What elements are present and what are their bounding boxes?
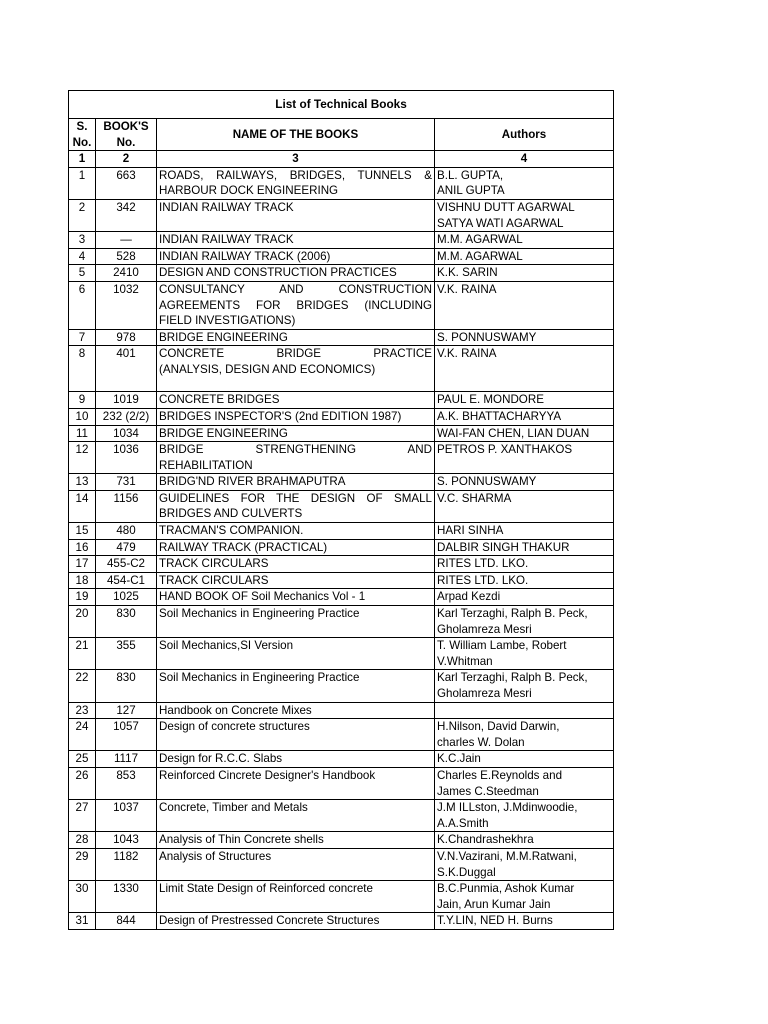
- book-name-cell: [157, 248, 435, 265]
- table-row: [69, 232, 614, 249]
- table-row: [69, 589, 614, 606]
- author-line: T. William Lambe, Robert: [437, 639, 567, 653]
- table-row: [69, 490, 614, 522]
- authors-cell: [435, 539, 614, 556]
- book-number-cell: 1025: [96, 589, 157, 606]
- book-name-line: Limit State Design of Reinforced concrete: [159, 882, 373, 896]
- authors-cell: [435, 670, 614, 702]
- authors-cell: [435, 199, 614, 231]
- author-line: WAI-FAN CHEN, LIAN DUAN: [437, 426, 590, 440]
- book-number-cell: 1330: [96, 881, 157, 913]
- authors-cell: [435, 589, 614, 606]
- author-line: Jain, Arun Kumar Jain: [437, 897, 551, 911]
- book-name-line: Design of concrete structures: [159, 720, 310, 734]
- book-name-line: FIELD INVESTIGATIONS): [159, 314, 296, 328]
- book-name-cell: [157, 719, 435, 751]
- author-line: DALBIR SINGH THAKUR: [437, 540, 570, 554]
- author-line: Karl Terzaghi, Ralph B. Peck,: [437, 607, 588, 621]
- table-row: [69, 606, 614, 638]
- column-number: 2: [96, 151, 157, 168]
- table-row: [69, 913, 614, 930]
- author-line: A.A.Smith: [437, 816, 489, 830]
- authors-cell: [435, 490, 614, 522]
- author-line: V.N.Vazirani, M.M.Ratwani,: [437, 849, 577, 863]
- book-number-cell: 844: [96, 913, 157, 930]
- book-name-line: HAND BOOK OF Soil Mechanics Vol - 1: [159, 590, 366, 604]
- book-name-cell: [157, 881, 435, 913]
- book-name-line: Soil Mechanics in Engineering Practice: [159, 671, 360, 685]
- serial-number-cell: 22: [69, 670, 96, 702]
- table-row: [69, 199, 614, 231]
- book-number-cell: 853: [96, 767, 157, 799]
- serial-number-cell: 27: [69, 800, 96, 832]
- column-number: 1: [69, 151, 96, 168]
- authors-cell: [435, 913, 614, 930]
- authors-cell: [435, 523, 614, 540]
- table-row: [69, 832, 614, 849]
- table-row: [69, 346, 614, 392]
- table-row: [69, 265, 614, 282]
- book-name-line: CONSULTANCY AND CONSTRUCTION: [159, 282, 432, 296]
- author-line: K.K. SARIN: [437, 266, 498, 280]
- author-line: Arpad Kezdi: [437, 590, 501, 604]
- book-name-cell: [157, 167, 435, 199]
- author-line: HARI SINHA: [437, 524, 504, 538]
- table-title: List of Technical Books: [69, 91, 614, 119]
- author-line: Gholamreza Mesri: [437, 687, 532, 700]
- book-name-line: TRACMAN'S COMPANION.: [159, 524, 304, 538]
- authors-cell: [435, 751, 614, 768]
- book-number-cell: 1037: [96, 800, 157, 832]
- book-name-cell: [157, 490, 435, 522]
- authors-cell: [435, 606, 614, 638]
- serial-number-cell: 24: [69, 719, 96, 751]
- book-name-line: HARBOUR DOCK ENGINEERING: [159, 184, 339, 198]
- authors-cell: [435, 425, 614, 442]
- serial-number-cell: 8: [69, 346, 96, 392]
- authors-cell: [435, 392, 614, 409]
- authors-cell: [435, 474, 614, 491]
- author-line: S. PONNUSWAMY: [437, 330, 537, 344]
- technical-books-table: [68, 90, 614, 930]
- book-name-cell: [157, 199, 435, 231]
- table-row: [69, 281, 614, 329]
- serial-number-cell: 19: [69, 589, 96, 606]
- authors-cell: [435, 638, 614, 670]
- serial-number-cell: 6: [69, 281, 96, 329]
- table-row: [69, 670, 614, 702]
- serial-number-cell: 18: [69, 572, 96, 589]
- book-name-line: BRIDGE ENGINEERING: [159, 330, 288, 344]
- book-name-cell: [157, 392, 435, 409]
- book-name-cell: [157, 425, 435, 442]
- table-body: [69, 167, 614, 929]
- book-name-cell: [157, 556, 435, 573]
- book-name-line: INDIAN RAILWAY TRACK: [159, 233, 294, 247]
- table-row: [69, 442, 614, 474]
- serial-number-cell: 16: [69, 539, 96, 556]
- serial-number-cell: 17: [69, 556, 96, 573]
- table-row: [69, 638, 614, 670]
- author-line: PAUL E. MONDORE: [437, 393, 544, 407]
- book-name-line: Design of Prestressed Concrete Structures: [159, 914, 380, 928]
- author-line: V.K. RAINA: [437, 347, 497, 361]
- author-line: RITES LTD. LKO.: [437, 573, 529, 587]
- serial-number-cell: 9: [69, 392, 96, 409]
- book-name-line: ROADS, RAILWAYS, BRIDGES, TUNNELS &: [159, 168, 432, 182]
- author-line: Charles E.Reynolds and: [437, 768, 563, 782]
- serial-number-cell: 30: [69, 881, 96, 913]
- author-line: ANIL GUPTA: [437, 184, 505, 198]
- authors-cell: [435, 346, 614, 392]
- book-name-line: GUIDELINES FOR THE DESIGN OF SMALL: [159, 491, 432, 505]
- authors-cell: [435, 800, 614, 832]
- table-row: [69, 719, 614, 751]
- book-name-cell: [157, 232, 435, 249]
- author-line: B.C.Punmia, Ashok Kumar: [437, 882, 575, 896]
- book-name-cell: [157, 702, 435, 719]
- author-line: VISHNU DUTT AGARWAL: [437, 200, 575, 214]
- author-line: V.K. RAINA: [437, 282, 497, 296]
- serial-number-cell: 4: [69, 248, 96, 265]
- book-name-line: Handbook on Concrete Mixes: [159, 703, 312, 717]
- book-number-cell: 1043: [96, 832, 157, 849]
- book-name-cell: [157, 670, 435, 702]
- book-name-cell: [157, 539, 435, 556]
- author-line: M.M. AGARWAL: [437, 249, 523, 263]
- table-row: [69, 572, 614, 589]
- authors-cell: [435, 265, 614, 282]
- book-number-cell: 528: [96, 248, 157, 265]
- authors-cell: [435, 832, 614, 849]
- serial-number-cell: 23: [69, 702, 96, 719]
- book-name-line: INDIAN RAILWAY TRACK: [159, 200, 294, 214]
- book-name-line: CONCRETE BRIDGE PRACTICE: [159, 347, 432, 361]
- serial-number-cell: 7: [69, 329, 96, 346]
- book-number-cell: 232 (2/2): [96, 408, 157, 425]
- book-number-cell: 127: [96, 702, 157, 719]
- book-number-cell: 1057: [96, 719, 157, 751]
- book-name-cell: [157, 767, 435, 799]
- book-name-line: Analysis of Structures: [159, 849, 272, 863]
- author-line: V.C. SHARMA: [437, 491, 512, 505]
- table-row: [69, 556, 614, 573]
- book-number-cell: 1019: [96, 392, 157, 409]
- book-name-cell: [157, 523, 435, 540]
- book-number-cell: 479: [96, 539, 157, 556]
- book-name-line: REHABILITATION: [159, 458, 253, 472]
- table-row: [69, 539, 614, 556]
- book-name-cell: [157, 832, 435, 849]
- author-line: S. PONNUSWAMY: [437, 475, 537, 489]
- book-name-line: BRIDGES INSPECTOR'S (2nd EDITION 1987): [159, 409, 402, 423]
- book-name-cell: [157, 265, 435, 282]
- author-line: K.Chandrashekhra: [437, 833, 534, 847]
- book-name-cell: [157, 281, 435, 329]
- table-row: [69, 425, 614, 442]
- book-name-line: INDIAN RAILWAY TRACK (2006): [159, 249, 331, 263]
- table-row: [69, 767, 614, 799]
- table-row: [69, 848, 614, 880]
- book-name-line: BRIDGES AND CULVERTS: [159, 507, 303, 521]
- book-number-cell: 1182: [96, 848, 157, 880]
- book-name-cell: [157, 638, 435, 670]
- table-row: [69, 523, 614, 540]
- book-name-line: Design for R.C.C. Slabs: [159, 752, 283, 766]
- book-number-cell: 978: [96, 329, 157, 346]
- serial-number-cell: 14: [69, 490, 96, 522]
- author-line: V.Whitman: [437, 654, 493, 668]
- book-name-cell: [157, 442, 435, 474]
- book-name-cell: [157, 800, 435, 832]
- authors-cell: [435, 232, 614, 249]
- author-line: H.Nilson, David Darwin,: [437, 720, 560, 734]
- authors-cell: [435, 702, 614, 719]
- author-line: charles W. Dolan: [437, 735, 525, 749]
- serial-number-cell: 26: [69, 767, 96, 799]
- serial-number-cell: 28: [69, 832, 96, 849]
- authors-cell: [435, 281, 614, 329]
- serial-number-cell: 29: [69, 848, 96, 880]
- serial-number-cell: 12: [69, 442, 96, 474]
- book-name-line: Reinforced Cincrete Designer's Handbook: [159, 768, 376, 782]
- authors-cell: [435, 881, 614, 913]
- book-name-line: Soil Mechanics,SI Version: [159, 639, 294, 653]
- book-name-cell: [157, 474, 435, 491]
- serial-number-cell: 2: [69, 199, 96, 231]
- book-number-cell: 830: [96, 606, 157, 638]
- table-row: [69, 881, 614, 913]
- book-list-sheet: [68, 90, 613, 930]
- author-line: Karl Terzaghi, Ralph B. Peck,: [437, 671, 588, 685]
- book-number-cell: 480: [96, 523, 157, 540]
- header-book-no: BOOK'S No.: [96, 119, 157, 151]
- book-number-cell: 401: [96, 346, 157, 392]
- authors-cell: [435, 329, 614, 346]
- book-name-cell: [157, 751, 435, 768]
- book-number-cell: 355: [96, 638, 157, 670]
- authors-cell: [435, 767, 614, 799]
- book-number-cell: 830: [96, 670, 157, 702]
- book-name-line: TRACK CIRCULARS: [159, 573, 269, 587]
- book-name-line: TRACK CIRCULARS: [159, 557, 269, 571]
- serial-number-cell: 3: [69, 232, 96, 249]
- authors-cell: [435, 408, 614, 425]
- header-sno: S. No.: [69, 119, 96, 151]
- serial-number-cell: 13: [69, 474, 96, 491]
- table-row: [69, 248, 614, 265]
- book-name-line: BRIDGE ENGINEERING: [159, 426, 288, 440]
- table-row: [69, 408, 614, 425]
- book-number-cell: 1156: [96, 490, 157, 522]
- table-row: [69, 329, 614, 346]
- authors-cell: [435, 248, 614, 265]
- serial-number-cell: 21: [69, 638, 96, 670]
- author-line: A.K. BHATTACHARYYA: [437, 409, 562, 423]
- author-line: J.M ILLston, J.Mdinwoodie,: [437, 801, 578, 815]
- book-name-cell: [157, 606, 435, 638]
- column-number: 4: [435, 151, 614, 168]
- book-number-cell: 1034: [96, 425, 157, 442]
- serial-number-cell: 11: [69, 425, 96, 442]
- book-name-cell: [157, 848, 435, 880]
- book-name-line: (ANALYSIS, DESIGN AND ECONOMICS): [159, 362, 376, 376]
- author-line: M.M. AGARWAL: [437, 233, 523, 247]
- author-line: PETROS P. XANTHAKOS: [437, 443, 573, 457]
- book-number-cell: 2410: [96, 265, 157, 282]
- book-name-line: BRIDGE STRENGTHENING AND: [159, 443, 432, 457]
- book-number-cell: 1117: [96, 751, 157, 768]
- book-number-cell: 342: [96, 199, 157, 231]
- book-number-cell: 731: [96, 474, 157, 491]
- serial-number-cell: 25: [69, 751, 96, 768]
- book-number-cell: 455-C2: [96, 556, 157, 573]
- table-row: [69, 800, 614, 832]
- author-line: RITES LTD. LKO.: [437, 557, 529, 571]
- authors-cell: [435, 442, 614, 474]
- serial-number-cell: 31: [69, 913, 96, 930]
- book-name-cell: [157, 589, 435, 606]
- book-name-cell: [157, 329, 435, 346]
- book-name-cell: [157, 572, 435, 589]
- book-number-cell: 1036: [96, 442, 157, 474]
- book-name-line: Analysis of Thin Concrete shells: [159, 833, 324, 847]
- author-line: B.L. GUPTA,: [437, 168, 504, 182]
- book-name-line: Concrete, Timber and Metals: [159, 801, 308, 815]
- authors-cell: [435, 848, 614, 880]
- authors-cell: [435, 719, 614, 751]
- book-name-line: BRIDG'ND RIVER BRAHMAPUTRA: [159, 475, 346, 489]
- column-number: 3: [157, 151, 435, 168]
- header-book-name: NAME OF THE BOOKS: [157, 119, 435, 151]
- serial-number-cell: 10: [69, 408, 96, 425]
- serial-number-cell: 5: [69, 265, 96, 282]
- table-row: [69, 474, 614, 491]
- author-line: K.C.Jain: [437, 752, 481, 766]
- table-row: [69, 702, 614, 719]
- book-name-line: DESIGN AND CONSTRUCTION PRACTICES: [159, 266, 397, 280]
- book-name-line: RAILWAY TRACK (PRACTICAL): [159, 540, 328, 554]
- author-line: S.K.Duggal: [437, 865, 496, 879]
- book-number-cell: 1032: [96, 281, 157, 329]
- authors-cell: [435, 572, 614, 589]
- book-name-line: CONCRETE BRIDGES: [159, 393, 280, 407]
- authors-cell: [435, 556, 614, 573]
- header-authors: Authors: [435, 119, 614, 151]
- book-name-cell: [157, 913, 435, 930]
- serial-number-cell: 1: [69, 167, 96, 199]
- serial-number-cell: 20: [69, 606, 96, 638]
- serial-number-cell: 15: [69, 523, 96, 540]
- book-number-cell: —: [96, 232, 157, 249]
- book-name-line: AGREEMENTS FOR BRIDGES (INCLUDING: [159, 298, 432, 312]
- author-line: SATYA WATI AGARWAL: [437, 216, 564, 230]
- table-row: [69, 392, 614, 409]
- book-name-cell: [157, 346, 435, 392]
- author-line: Gholamreza Mesri: [437, 622, 532, 636]
- table-row: [69, 751, 614, 768]
- author-line: T.Y.LIN, NED H. Burns: [437, 914, 553, 928]
- book-number-cell: 663: [96, 167, 157, 199]
- author-line: James C.Steedman: [437, 784, 539, 798]
- authors-cell: [435, 167, 614, 199]
- book-number-cell: 454-C1: [96, 572, 157, 589]
- table-row: [69, 167, 614, 199]
- book-name-cell: [157, 408, 435, 425]
- book-name-line: Soil Mechanics in Engineering Practice: [159, 607, 360, 621]
